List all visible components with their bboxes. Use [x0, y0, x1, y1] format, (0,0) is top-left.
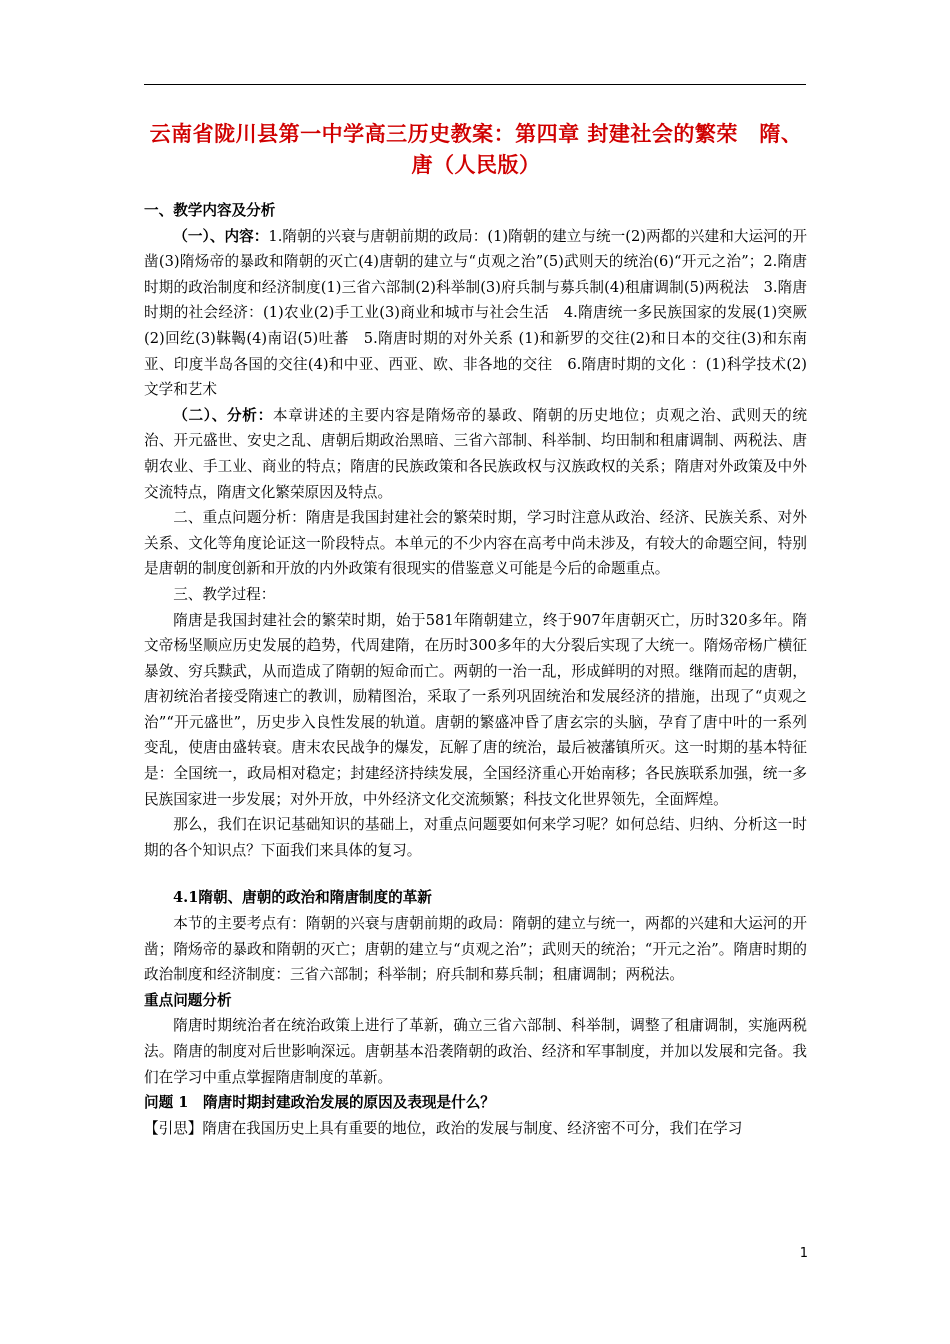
analysis-paragraph	[144, 403, 807, 505]
key-issues-paragraph: 隋唐时期统治者在统治政策上进行了革新，确立三省六部制、科举制，调整了租庸调制，实施两税法。隋唐的制度对后世影响深远。唐朝基本沿袭隋朝的政治、经济和军事制度，并加以发展和完备。我们在学习中重点掌握隋唐制度的革新。	[144, 1017, 807, 1086]
section-heading-teaching-content: 一、教学内容及分析	[144, 202, 276, 219]
document-body	[144, 198, 807, 1141]
content-paragraph	[144, 224, 807, 403]
yinsi-label: 【引思】	[144, 1119, 203, 1137]
question-1-heading: 问题 1 隋唐时期封建政治发展的原因及表现是什么？	[144, 1094, 495, 1112]
page-number: 1	[799, 1246, 808, 1261]
yinsi-paragraph	[144, 1116, 807, 1142]
process-question-paragraph: 那么，我们在识记基础知识的基础上，对重点问题要如何来学习呢？如何总结、归纳、分析这一时期的各个知识点？下面我们来具体的复习。	[144, 816, 807, 859]
yinsi-text: 隋唐在我国历史上具有重要的地位，政治的发展与制度、经济密不可分，我们在学习	[202, 1119, 743, 1137]
header-rule	[144, 84, 806, 85]
document-title: 云南省陇川县第一中学高三历史教案：第四章 封建社会的繁荣 隋、唐（人民版）	[149, 121, 803, 177]
process-heading: 三、教学过程：	[173, 585, 276, 603]
section-4-1-heading: 4.1隋朝、唐朝的政治和隋唐制度的革新	[173, 889, 432, 907]
analysis-label: （二）、分析：	[173, 406, 273, 424]
key-analysis-paragraph: 二、重点问题分析：隋唐是我国封建社会的繁荣时期，学习时注意从政治、经济、民族关系、对外关系、文化等角度论证这一阶段特点。本单元的不少内容在高考中尚未涉及，有较大的命题空间，特别是唐朝的制度创新和开放的内外政策有很现实的借鉴意义可能是今后的命题重点。	[144, 509, 807, 578]
analysis-text: 本章讲述的主要内容是隋炀帝的暴政、隋朝的历史地位；贞观之治、武则天的统治、开元盛世、安史之乱、唐朝后期政治黑暗、三省六部制、科举制、均田制和租庸调制、两税法、唐朝农业、手工业、商业的特点；隋唐的民族政策和各民族政权与汉族政权的关系；隋唐对外政策及中外交流特点，隋唐文化繁荣原因及特点。	[144, 406, 807, 501]
content-label: （一）、内容：	[173, 227, 269, 245]
section-4-1-paragraph: 本节的主要考点有：隋朝的兴衰与唐朝前期的政局：隋朝的建立与统一，两都的兴建和大运河的开凿；隋炀帝的暴政和隋朝的灭亡；唐朝的建立与“贞观之治”；武则天的统治；“开元之治”。隋唐时期的政治制度和经济制度：三省六部制；科举制；府兵制和募兵制；租庸调制；两税法。	[144, 915, 807, 984]
spacer	[144, 863, 807, 885]
key-issues-heading: 重点问题分析	[144, 991, 232, 1009]
content-text: 1.隋朝的兴衰与唐朝前期的政局：(1)隋朝的建立与统一(2)两都的兴建和大运河的开凿(3)隋炀帝的暴政和隋朝的灭亡(4)唐朝的建立与“贞观之治”(5)武则天的统治(6)“开元之治”；2.隋唐时期的政治制度和经济制度(1)三省六部制(2)科举制(3)府兵制与募兵制(4)租庸调制(5)两税法 3.隋唐时期的社会经济：(1)农业(2)手工业(3)商业和城市与社会生活 4.隋唐统一多民族国家的发展(1)突厥(2)回纥(3)靺鞨(4)南诏(5)吐蕃 5.隋唐时期的对外关系 (1)和新罗的交往(2)和日本的交往(3)和东南亚、印度半岛各国的交往(4)和中亚、西亚、欧、非各地的交往 6.隋唐时期的文化 ：(1)科学技术(2) 文学和艺术	[144, 227, 808, 399]
process-paragraph: 隋唐是我国封建社会的繁荣时期，始于581年隋朝建立，终于907年唐朝灭亡，历时320多年。隋文帝杨坚顺应历史发展的趋势，代周建隋，在历时300多年的大分裂后实现了大统一。隋炀帝杨广横征暴敛、穷兵黩武，从而造成了隋朝的短命而亡。两朝的一治一乱，形成鲜明的对照。继隋而起的唐朝，唐初统治者接受隋速亡的教训，励精图治，采取了一系列巩固统治和发展经济的措施，出现了“贞观之治”“开元盛世”，历史步入良性发展的轨道。唐朝的繁盛冲昏了唐玄宗的头脑，孕育了唐中叶的一系列变乱，使唐由盛转衰。唐末农民战争的爆发，瓦解了唐的统治，最后被藩镇所灭。这一时期的基本特征是：全国统一，政局相对稳定；封建经济持续发展，全国经济重心开始南移；各民族联系加强，统一多民族国家进一步发展；对外开放，中外经济文化交流频繁；科技文化世界领先，全面辉煌。	[144, 611, 807, 808]
